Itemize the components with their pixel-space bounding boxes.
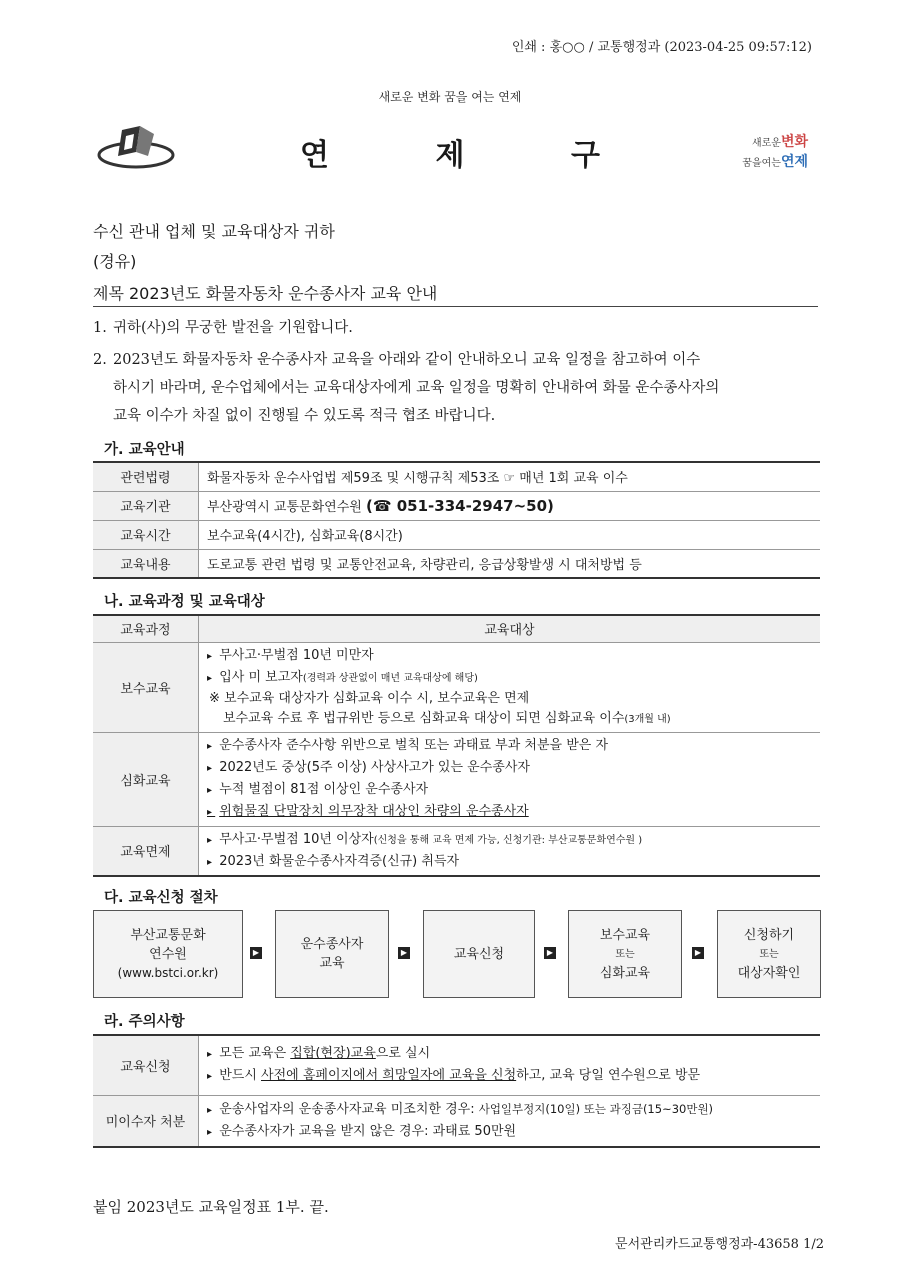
exempt-targets (199, 826, 821, 876)
paragraph-2-line-2: 하시기 바라며, 운수업체에서는 교육대상자에게 교육 일정을 명확히 안내하여 화물 운수종사자의 (113, 380, 720, 396)
brand-line1-b: 변화 (780, 134, 808, 150)
step-2-line-1: 운수종사자 (300, 937, 364, 952)
org-char-1: 연 (300, 138, 329, 173)
refresher-note-2-main: 보수교육 수료 후 법규위반 등으로 심화교육 대상이 되면 심화교육 이수 (223, 710, 625, 726)
apply-item-2-underline: 사전에 홈페이지에서 희망일자에 교육을 신청 (261, 1068, 517, 1084)
step-4-line-1: 보수교육 (599, 927, 651, 943)
exempt-item-main: 무사고·무벌점 10년 이상자 (219, 831, 374, 847)
table-row (93, 491, 820, 520)
step-2-line-2: 교육 (319, 956, 345, 971)
step-4-line-3: 심화교육 (599, 965, 651, 981)
advanced-item: ▸ 운수종사자 준수사항 위반으로 벌칙 또는 과태료 부과 처분을 받은 자 (207, 735, 812, 757)
step-3-line-1: 교육신청 (453, 946, 505, 962)
row-label: 교육시간 (93, 520, 199, 549)
exempt-item-note: (신청을 통해 교육 면제 가능, 신청기관: 부산교통문화연수원 ) (373, 834, 643, 846)
recipient-field: 수신 관내 업체 및 교육대상자 귀하 (93, 222, 335, 241)
arrow-right-icon: ▶ (544, 947, 556, 959)
org-char-2: 제 (435, 138, 465, 173)
course-target-table (93, 614, 820, 877)
refresher-note-2-small: (3개월 내) (624, 713, 671, 725)
advanced-item: ▸ 누적 벌점이 81점 이상인 운수종사자 (207, 779, 812, 801)
step-5-line-1: 신청하기 (743, 927, 795, 943)
refresher-item (207, 667, 812, 689)
refresher-note-1: ※ 보수교육 대상자가 심화교육 이수 시, 보수교육은 면제 (209, 690, 530, 706)
table-header-row (93, 615, 820, 642)
table-row (93, 1095, 820, 1147)
refresher-item: ▸ 무사고·무벌점 10년 미만자 (207, 645, 812, 667)
arrow-right-icon: ▶ (250, 947, 262, 959)
arrow-right-icon: ▶ (398, 947, 410, 959)
step-5-line-2: 또는 (759, 948, 779, 960)
penalty-item: ▸ 운수종사자가 교육을 받지 않은 경우: 과태료 50만원 (207, 1121, 812, 1143)
header-course: 교육과정 (93, 615, 199, 642)
table-row (93, 1035, 820, 1095)
print-info: 인쇄 : 홍○○ / 교통행정과 (2023-04-25 09:57:12) (511, 40, 812, 55)
paragraph-1 (93, 314, 828, 342)
advanced-item: ▸ 위험물질 단말장치 의무장착 대상인 차량의 운수종사자 (207, 801, 812, 823)
document-footer: 문서관리카드교통행정과-43658 1/2 (615, 1237, 824, 1252)
apply-items (199, 1035, 821, 1095)
refresher-targets (199, 642, 821, 732)
refresher-note-2 (207, 709, 812, 730)
penalty-item-1-b: 사업일부정지(10일) 또는 과징금(15~30만원) (478, 1101, 714, 1116)
header-target: 교육대상 (199, 615, 821, 642)
refresher-item-note: (경력과 상관없이 매년 교육대상에 해당) (302, 672, 478, 684)
paragraph-2 (93, 346, 828, 430)
course-exempt: 교육면제 (93, 826, 199, 876)
slogan: 새로운 변화 꿈을 여는 연제 (378, 90, 522, 104)
education-info-table (93, 461, 820, 579)
subject-field: 제목 2023년도 화물자동차 운수종사자 교육 안내 (93, 284, 438, 303)
step-5-line-3: 대상자확인 (737, 965, 801, 981)
step-5-box (717, 910, 821, 998)
advanced-targets (199, 732, 821, 826)
brand-line2-b: 연제 (780, 154, 808, 170)
brand-slogan-logo (718, 133, 808, 173)
district-logo-icon (96, 122, 176, 172)
advanced-item: ▸ 2022년도 중상(5주 이상) 사상사고가 있는 운수종사자 (207, 757, 812, 779)
subject-divider (93, 306, 818, 307)
table-row (93, 642, 820, 732)
paragraph-1-number: 1. (93, 320, 107, 336)
apply-item-1-underline: 집합(현장)교육 (290, 1046, 376, 1062)
brand-line1-a: 새로운 (751, 138, 781, 149)
course-advanced: 심화교육 (93, 732, 199, 826)
step-1-box (93, 910, 243, 998)
step-2-box (275, 910, 389, 998)
course-refresher: 보수교육 (93, 642, 199, 732)
penalty-label: 미이수자 처분 (93, 1095, 199, 1147)
row-value: 화물자동차 운수사업법 제59조 및 시행규칙 제53조 ☞ 매년 1회 교육 이수 (199, 462, 821, 491)
step-4-line-2: 또는 (615, 948, 635, 960)
apply-item-1-a: 모든 교육은 (219, 1046, 291, 1062)
row-value: 도로교통 관련 법령 및 교통안전교육, 차량관리, 응급상황발생 시 대처방법 등 (199, 549, 821, 578)
apply-item-2-b: 하고, 교육 당일 연수원으로 방문 (516, 1068, 701, 1084)
step-3-box (423, 910, 535, 998)
apply-item-1-b: 으로 실시 (375, 1046, 431, 1062)
table-row (93, 520, 820, 549)
via-field: (경유) (93, 252, 137, 271)
penalty-item-1-a: 운송사업자의 운송종사자교육 미조치한 경우: (219, 1101, 479, 1117)
table-row (93, 462, 820, 491)
table-row (93, 549, 820, 578)
arrow-right-icon: ▶ (692, 947, 704, 959)
apply-label: 교육신청 (93, 1035, 199, 1095)
step-1-line-3: (www.bstci.or.kr) (117, 965, 219, 980)
attachment-line: 붙임 2023년도 교육일정표 1부. 끝. (93, 1198, 329, 1216)
step-1-line-2: 연수원 (149, 946, 187, 962)
step-4-box (568, 910, 682, 998)
brand-line2-a: 꿈을여는 (742, 158, 781, 169)
refresher-item-main: 입사 미 보고자 (219, 669, 303, 685)
apply-item (207, 1065, 812, 1087)
paragraph-1-text: 귀하(사)의 무궁한 발전을 기원합니다. (113, 320, 353, 336)
row-label: 관련법령 (93, 462, 199, 491)
exempt-item (207, 829, 812, 851)
row-value-institution (199, 491, 821, 520)
step-1-line-1: 부산교통문화 (130, 927, 206, 943)
penalty-items (199, 1095, 821, 1147)
penalty-item (207, 1099, 812, 1121)
row-value: 보수교육(4시간), 심화교육(8시간) (199, 520, 821, 549)
table-row (93, 732, 820, 826)
apply-item-2-a: 반드시 (219, 1068, 262, 1084)
organization-name (300, 130, 600, 174)
exempt-item: ▸ 2023년 화물운수종사자격증(신규) 취득자 (207, 851, 812, 873)
paragraph-2-line-3: 교육 이수가 차질 없이 진행될 수 있도록 적극 협조 바랍니다. (113, 408, 496, 424)
row-label: 교육내용 (93, 549, 199, 578)
section-b-title: 나. 교육과정 및 교육대상 (104, 594, 265, 610)
paragraph-2-line-1: 2023년도 화물자동차 운수종사자 교육을 아래와 같이 안내하오니 교육 일정을 참고하여 이수 (113, 352, 701, 368)
precautions-table (93, 1034, 820, 1148)
section-c-title: 다. 교육신청 절차 (104, 890, 218, 906)
institution-name: 부산광역시 교통문화연수원 (207, 500, 362, 515)
paragraph-2-number: 2. (93, 352, 107, 368)
apply-item (207, 1043, 812, 1065)
section-d-title: 라. 주의사항 (104, 1014, 185, 1030)
section-a-title: 가. 교육안내 (104, 442, 185, 458)
row-label: 교육기관 (93, 491, 199, 520)
institution-phone: (☎ 051-334-2947~50) (365, 497, 554, 515)
table-row (93, 826, 820, 876)
org-char-3: 구 (571, 138, 600, 173)
